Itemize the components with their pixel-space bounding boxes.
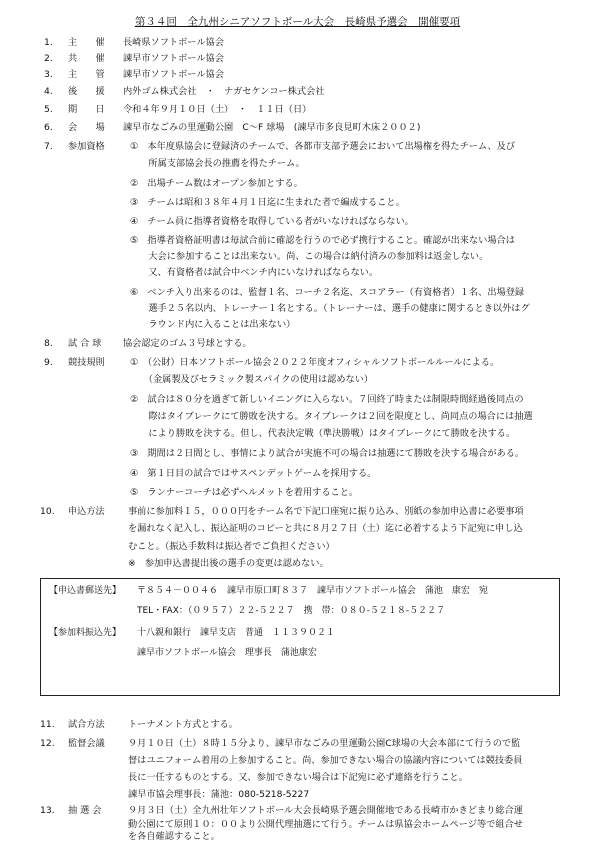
item-label: 参加資格 xyxy=(68,141,105,152)
item-value: 諫早市なごみの里運動公園 C～F 球場 (諫早市多良見町木床２００２) xyxy=(123,122,421,133)
item-number: 1. xyxy=(44,37,53,48)
item-value: 長崎県ソフトボール協会 xyxy=(123,37,224,48)
item-number: 8. xyxy=(44,338,53,349)
item-value: 諫早市ソフトボール協会 xyxy=(123,69,224,80)
item-number: 12. xyxy=(40,738,55,749)
mailing-address-label: 【申込書郵送先】 xyxy=(49,586,122,596)
item-label: 抽 選 会 xyxy=(68,805,102,816)
item-number: 9. xyxy=(44,357,53,368)
item-label: 申込方法 xyxy=(68,506,105,517)
item-number: 6. xyxy=(44,122,53,133)
account-holder: 諫早市ソフトボール協会 理事長 蒲池康宏 xyxy=(137,648,317,658)
page-title: 第３４回 全九州シニアソフトボール大会 長崎県予選会 開催要項 xyxy=(134,16,461,28)
item-value: 内外ゴム株式会社 ・ ナガセケンコー株式会社 xyxy=(123,86,325,97)
item-value: 令和４年９月１０日（土） ・ １１日（日） xyxy=(123,104,312,115)
item-number: 11. xyxy=(40,719,55,730)
bank-transfer-label: 【参加料振込先】 xyxy=(49,628,122,638)
contact-box xyxy=(40,578,560,696)
item-number: 13. xyxy=(40,805,55,816)
item-number: 3. xyxy=(44,69,53,80)
item-value: 諫早市ソフトボール協会 xyxy=(123,53,224,64)
item-value: トーナメント方式とする。 xyxy=(128,719,238,730)
item-number: 10. xyxy=(40,506,55,517)
item-number: 4. xyxy=(44,86,53,97)
item-number: 7. xyxy=(44,141,53,152)
item-label: 試合方法 xyxy=(68,719,105,730)
item-label: 試 合 球 xyxy=(68,338,102,349)
item-label: 主 管 xyxy=(68,69,105,80)
item-label: 競技規則 xyxy=(68,357,105,368)
item-label: 監督会議 xyxy=(68,738,105,749)
item-label: 共 催 xyxy=(68,53,105,64)
item-value: 協会認定のゴム３号球とする。 xyxy=(123,338,252,349)
item-label: 後 援 xyxy=(68,86,105,97)
item-label: 会 場 xyxy=(68,122,105,133)
phone-info: TEL・FAX：（０９５７）２２-５２２７ 携 帯：０８０-５２１８-５２２７ xyxy=(137,606,446,616)
item-label: 主 催 xyxy=(68,37,105,48)
item-label: 期 日 xyxy=(68,104,105,115)
bank-info: 十八親和銀行 諫早支店 普通 １１３９０２１ xyxy=(137,628,336,638)
item-number: 5. xyxy=(44,104,53,115)
item-number: 2. xyxy=(44,53,53,64)
mailing-address: 〒８５４－００４６ 諫早市原口町８３７ 諫早市ソフトボール協会 蒲池 康宏 宛 xyxy=(137,586,488,596)
